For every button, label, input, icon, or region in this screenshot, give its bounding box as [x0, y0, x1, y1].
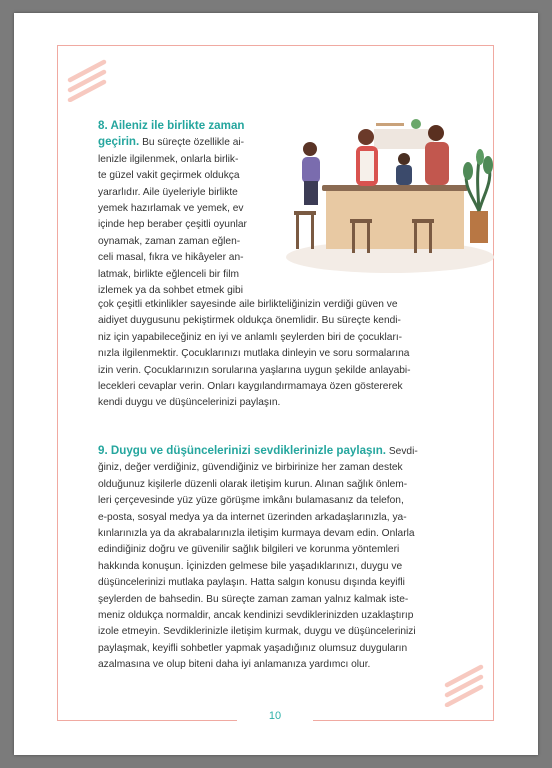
text-line: içinde hep beraber çeşitli oyunlar [98, 219, 247, 231]
text-line: Sevdi- [388, 446, 418, 457]
text-line: izlemek ya da sohbet etmek gibi [98, 285, 243, 297]
family-kitchen-illustration [284, 115, 496, 275]
page-number: 10 [268, 710, 282, 722]
text-line: paylaşmak, keyifli sohbetler yapmak yaşadığınız olumsuz duyguların [98, 642, 408, 654]
section-8-intro [98, 118, 284, 299]
text-line: te güzel vakit geçirmek oldukça [98, 170, 240, 182]
text-line: meniz oldukça normaldir, ancak kendinizi sevdiklerinizden uzaklaştırıp [98, 610, 414, 622]
section-8-body [98, 297, 458, 412]
text-line: azalmasına ve olup biteni daha iyi anlamanıza yardımcı olur. [98, 659, 371, 671]
text-line: izin verin. Çocuklarınızın sorularına yaşlarına uygun şekilde anlayabi- [98, 364, 411, 376]
text-line: kınlarınızla ya da akrabalarınızla iletişim kurmaya devam edin. Onlarla [98, 528, 415, 540]
text-line: oynamak, zaman zaman eğlen- [98, 235, 241, 247]
text-line: izole etmeyin. Sevdiklerinizle iletişim kurmak, duygu ve düşüncelerinizi [98, 626, 416, 638]
frame-left-border [57, 45, 58, 720]
section-9 [98, 443, 458, 674]
text-line: lecekleri cevaplar verin. Onları kaygılandırmamaya özen göstererek [98, 381, 403, 393]
text-line: aidiyet duygusunu pekiştirmek oldukça önemlidir. Bu süreçte kendi- [98, 315, 401, 327]
frame-top-border [57, 45, 494, 46]
text-line: düşüncelerinizi mutlaka paylaşın. Hatta salgın konusu dışında keyifli [98, 577, 405, 589]
text-line: ğiniz, değer verdiğiniz, güvendiğiniz ve birbirinize her zaman destek [98, 462, 403, 474]
frame-bottom-left-border [57, 720, 237, 721]
text-line: leri çerçevesinde yüz yüze görüşme imkânı bulamasanız da telefon, [98, 495, 404, 507]
text-line: kendi duygu ve düşüncelerinizi paylaşın. [98, 397, 281, 409]
text-line: Bu süreçte özellikle ai- [142, 137, 245, 149]
section-8-heading-line1: 8. Aileniz ile birlikte zaman [98, 119, 245, 132]
frame-bottom-right-border [313, 720, 494, 721]
text-line: lenizle ilgilenmek, onlarla birlik- [98, 153, 239, 165]
text-line: hakkında konuşun. İçinizden gelmese bile yaşadıklarınızı, duygu ve [98, 560, 403, 572]
text-line: şeylerden de bahsedin. Bu süreçte zaman zaman yalnız kalmak iste- [98, 593, 409, 605]
text-line: edindiğiniz doğru ve güvenilir sağlık bilgileri ve korunma yöntemleri [98, 544, 400, 556]
section-9-heading: 9. Duygu ve düşüncelerinizi sevdiklerinizle paylaşın. [98, 444, 387, 457]
section-8-heading-line2: geçirin. [98, 135, 140, 149]
text-line: olduğunuz kişilerle düzenli olarak iletişim kurun. Alınan sağlık önlem- [98, 478, 408, 490]
text-line: e-posta, sosyal medya ya da internet üzerinden arkadaşlarınızla, ya- [98, 511, 407, 523]
text-line: niz için yapabileceğiniz en iyi ve anlamlı şeylerden biri de çocukları- [98, 331, 403, 343]
text-line: latmak, birlikte eğlenceli bir film [98, 268, 239, 280]
text-line: yemek hazırlamak ve yemek, ev [98, 203, 244, 215]
decor-stripes-top-left [66, 58, 108, 102]
text-line: çok çeşitli etkinlikler sayesinde aile birlikteliğinizin verdiği güven ve [98, 299, 398, 310]
text-line: nızla ilgilenmektir. Çocuklarınızı mutlaka dinleyin ve soru sormalarına [98, 348, 410, 360]
text-line: celi masal, fıkra ve hikâyeler an- [98, 252, 244, 264]
text-line: yararlıdır. Aile üyeleriyle birlikte [98, 186, 238, 198]
